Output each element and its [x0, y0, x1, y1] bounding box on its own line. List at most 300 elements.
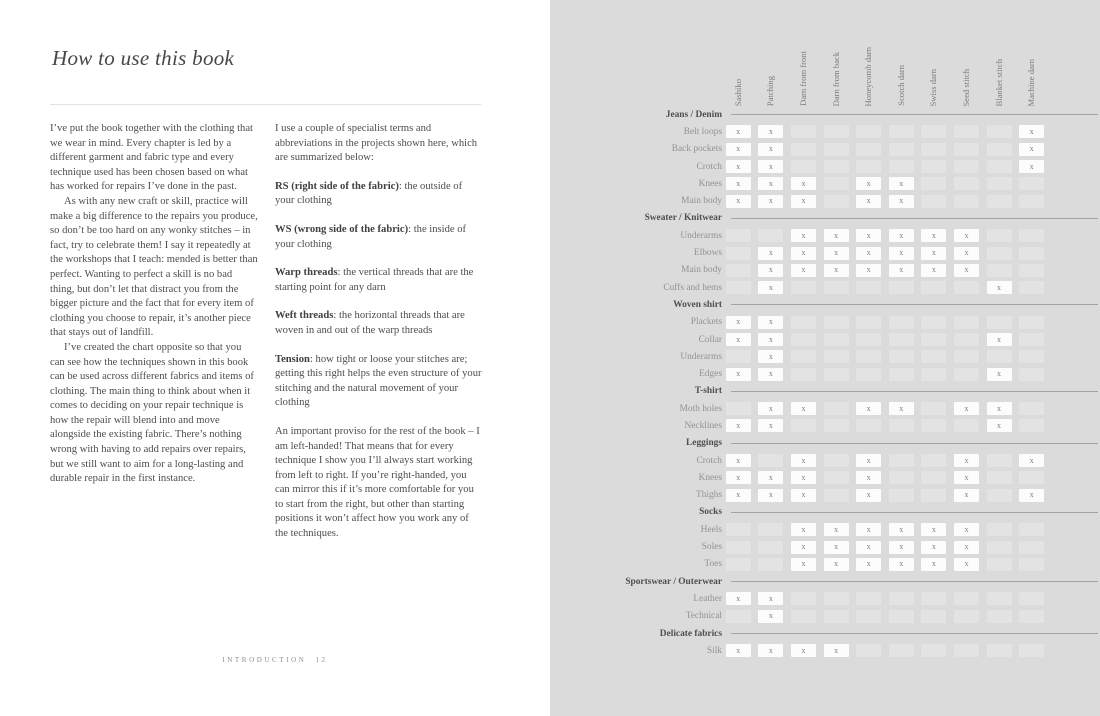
table-cell	[1019, 523, 1044, 536]
cell-slot	[983, 541, 1016, 554]
table-cell-marked: x	[726, 454, 751, 467]
cell-slot	[722, 523, 755, 536]
column-header-label: Patching	[765, 75, 776, 106]
cell-slot	[1015, 489, 1048, 502]
cell-slot	[787, 610, 820, 623]
table-cell	[987, 523, 1012, 536]
repair-techniques-chart	[550, 0, 1100, 660]
table-cell	[1019, 644, 1044, 657]
cell-slot	[820, 247, 853, 260]
cell-slot	[755, 160, 788, 173]
row-label: Main body	[681, 265, 722, 276]
table-cell-marked: x	[791, 264, 816, 277]
table-cell-marked: x	[856, 489, 881, 502]
row-label: Plackets	[690, 317, 722, 328]
table-cell-marked: x	[758, 195, 783, 208]
cell-slot	[722, 316, 755, 329]
cell-slot	[950, 247, 983, 260]
table-cell	[889, 471, 914, 484]
table-cell	[824, 368, 849, 381]
table-cell-marked: x	[889, 247, 914, 260]
cell-slot	[1015, 333, 1048, 346]
cell-slot	[852, 523, 885, 536]
table-cell-marked: x	[824, 264, 849, 277]
table-row	[550, 227, 1100, 244]
category-label: Sportswear / Outerwear	[625, 576, 722, 587]
title-rule	[50, 104, 481, 105]
cell-slot	[983, 419, 1016, 432]
cell-slot	[885, 350, 918, 363]
table-cell	[726, 281, 751, 294]
cell-slot	[983, 229, 1016, 242]
category-row	[550, 383, 1100, 400]
column-header	[787, 0, 820, 106]
table-row	[550, 400, 1100, 417]
cell-slot	[722, 143, 755, 156]
column-header-label: Blanket stitch	[993, 58, 1004, 106]
table-cell	[856, 350, 881, 363]
category-row	[550, 504, 1100, 521]
row-label: Leather	[693, 593, 722, 604]
cell-slot	[852, 195, 885, 208]
cell-slot	[918, 558, 951, 571]
row-label: Elbows	[693, 248, 722, 259]
cell-slot	[918, 333, 951, 346]
cell-slot	[1015, 177, 1048, 190]
table-cell-marked: x	[758, 177, 783, 190]
table-cell-marked: x	[758, 247, 783, 260]
cell-slot	[755, 143, 788, 156]
table-cell	[1019, 195, 1044, 208]
table-cell	[856, 125, 881, 138]
table-cell-marked: x	[791, 454, 816, 467]
table-cell	[889, 316, 914, 329]
cell-slot	[885, 333, 918, 346]
cell-slot	[820, 264, 853, 277]
table-cell-marked: x	[889, 177, 914, 190]
table-cell	[889, 333, 914, 346]
table-cell	[889, 281, 914, 294]
table-cell	[824, 454, 849, 467]
cell-slot	[983, 471, 1016, 484]
cell-slot	[852, 247, 885, 260]
category-rule	[731, 443, 1098, 444]
table-cell	[856, 316, 881, 329]
table-cell-marked: x	[856, 229, 881, 242]
cell-slot	[1015, 471, 1048, 484]
table-cell	[856, 644, 881, 657]
table-row	[550, 538, 1100, 555]
table-cell-marked: x	[791, 541, 816, 554]
table-cell-marked: x	[758, 281, 783, 294]
table-cell	[954, 316, 979, 329]
table-cell	[856, 160, 881, 173]
cell-slot	[1015, 247, 1048, 260]
table-cell	[726, 350, 751, 363]
row-label: Collar	[698, 334, 722, 345]
table-cell-marked: x	[1019, 143, 1044, 156]
table-cell-marked: x	[726, 143, 751, 156]
table-row	[550, 244, 1100, 261]
cell-slot	[950, 402, 983, 415]
row-label: Necklines	[684, 420, 722, 431]
cell-slot	[918, 454, 951, 467]
column-header-label: Honeycomb darn	[863, 46, 874, 106]
row-label: Technical	[685, 611, 722, 622]
column-header	[722, 0, 755, 106]
table-cell	[921, 592, 946, 605]
cell-slot	[787, 281, 820, 294]
table-cell-marked: x	[726, 333, 751, 346]
cell-slot	[722, 419, 755, 432]
table-cell	[791, 333, 816, 346]
category-rule	[731, 581, 1098, 582]
cell-slot	[722, 177, 755, 190]
table-cell	[791, 592, 816, 605]
table-row	[550, 158, 1100, 175]
cell-slot	[787, 644, 820, 657]
table-cell	[987, 125, 1012, 138]
table-cell-marked: x	[758, 368, 783, 381]
table-cell	[921, 316, 946, 329]
table-cell-marked: x	[726, 644, 751, 657]
table-cell-marked: x	[758, 333, 783, 346]
cell-slot	[755, 177, 788, 190]
cell-slot	[1015, 454, 1048, 467]
table-cell	[921, 177, 946, 190]
table-cell	[791, 368, 816, 381]
cell-slot	[918, 125, 951, 138]
category-row	[550, 435, 1100, 452]
cell-slot	[1015, 160, 1048, 173]
glossary-paragraph: WS (wrong side of the fabric): the inside of your clothing	[275, 223, 467, 250]
cell-slot	[950, 558, 983, 571]
table-cell-marked: x	[726, 195, 751, 208]
table-cell-marked: x	[824, 229, 849, 242]
row-label: Crotch	[696, 161, 722, 172]
cell-slot	[983, 610, 1016, 623]
table-cell	[1019, 350, 1044, 363]
table-cell	[824, 195, 849, 208]
table-cell	[791, 143, 816, 156]
cell-slot	[820, 454, 853, 467]
cell-slot	[755, 489, 788, 502]
cell-slot	[755, 333, 788, 346]
table-cell-marked: x	[954, 454, 979, 467]
table-row	[550, 279, 1100, 296]
cell-slot	[885, 368, 918, 381]
cell-slot	[950, 610, 983, 623]
cell-slot	[852, 592, 885, 605]
table-cell	[954, 610, 979, 623]
table-cell	[987, 229, 1012, 242]
table-row	[550, 608, 1100, 625]
cell-slot	[950, 143, 983, 156]
cell-slot	[885, 644, 918, 657]
cell-slot	[1015, 350, 1048, 363]
cell-slot	[1015, 610, 1048, 623]
table-cell	[954, 281, 979, 294]
table-cell	[954, 177, 979, 190]
cell-slot	[983, 143, 1016, 156]
table-cell	[889, 368, 914, 381]
cell-slot	[722, 229, 755, 242]
table-cell	[987, 264, 1012, 277]
cell-slot	[722, 350, 755, 363]
category-row	[550, 106, 1100, 123]
table-cell	[791, 281, 816, 294]
column-header	[755, 0, 788, 106]
cell-slot	[885, 143, 918, 156]
cell-slot	[820, 644, 853, 657]
table-cell-marked: x	[791, 471, 816, 484]
row-label: Back pockets	[671, 144, 722, 155]
table-cell-marked: x	[726, 471, 751, 484]
row-label: Cuffs and hems	[663, 282, 722, 293]
cell-slot	[755, 541, 788, 554]
table-cell	[921, 350, 946, 363]
table-cell	[987, 247, 1012, 260]
cell-slot	[755, 247, 788, 260]
row-label: Toes	[704, 559, 722, 570]
table-cell-marked: x	[954, 247, 979, 260]
column-header	[950, 0, 983, 106]
table-cell	[954, 419, 979, 432]
cell-slot	[950, 368, 983, 381]
cell-slot	[885, 125, 918, 138]
table-cell-marked: x	[726, 160, 751, 173]
cell-slot	[983, 592, 1016, 605]
cell-slot	[755, 195, 788, 208]
cell-slot	[787, 350, 820, 363]
cell-slot	[722, 402, 755, 415]
table-row	[550, 348, 1100, 365]
table-cell	[758, 558, 783, 571]
table-cell-marked: x	[791, 644, 816, 657]
table-cell	[1019, 333, 1044, 346]
cell-slot	[722, 368, 755, 381]
table-cell-marked: x	[758, 471, 783, 484]
table-cell-marked: x	[758, 644, 783, 657]
table-cell-marked: x	[856, 454, 881, 467]
table-cell-marked: x	[856, 558, 881, 571]
table-cell	[726, 247, 751, 260]
table-row	[550, 521, 1100, 538]
table-cell	[987, 558, 1012, 571]
table-cell-marked: x	[954, 264, 979, 277]
glossary-paragraph-term: Weft threads	[275, 310, 334, 322]
cell-slot	[885, 160, 918, 173]
cell-slot	[755, 368, 788, 381]
cell-slot	[820, 558, 853, 571]
cell-slot	[820, 489, 853, 502]
cell-slot	[885, 247, 918, 260]
category-label: Jeans / Denim	[665, 109, 722, 120]
cell-slot	[918, 281, 951, 294]
cell-slot	[787, 247, 820, 260]
table-cell	[889, 610, 914, 623]
table-cell-marked: x	[726, 592, 751, 605]
cell-slot	[885, 281, 918, 294]
text-column-2	[275, 122, 483, 556]
cell-slot	[852, 402, 885, 415]
cell-slot	[885, 419, 918, 432]
cell-slot	[1015, 419, 1048, 432]
column-header-label: Scotch darn	[895, 65, 906, 106]
table-row	[550, 452, 1100, 469]
table-cell	[824, 160, 849, 173]
table-cell	[921, 489, 946, 502]
table-cell-marked: x	[758, 143, 783, 156]
cell-slot	[1015, 558, 1048, 571]
table-cell	[758, 229, 783, 242]
table-row	[550, 141, 1100, 158]
cell-slot	[983, 489, 1016, 502]
table-cell	[987, 454, 1012, 467]
table-cell-marked: x	[889, 558, 914, 571]
table-cell	[921, 143, 946, 156]
column-header-label: Sashiko	[732, 78, 743, 106]
cell-slot	[787, 523, 820, 536]
table-cell	[824, 489, 849, 502]
table-cell	[1019, 316, 1044, 329]
cell-slot	[950, 177, 983, 190]
table-cell-marked: x	[758, 489, 783, 502]
table-cell	[954, 195, 979, 208]
cell-slot	[950, 471, 983, 484]
cell-slot	[885, 229, 918, 242]
cell-slot	[1015, 523, 1048, 536]
cell-slot	[918, 541, 951, 554]
table-cell	[824, 143, 849, 156]
category-rule	[731, 512, 1098, 513]
cell-slot	[950, 264, 983, 277]
table-row	[550, 314, 1100, 331]
table-cell	[889, 350, 914, 363]
page-footer	[0, 656, 550, 664]
table-cell-marked: x	[987, 402, 1012, 415]
table-cell-marked: x	[1019, 489, 1044, 502]
cell-slot	[950, 489, 983, 502]
cell-slot	[950, 125, 983, 138]
table-cell-marked: x	[758, 264, 783, 277]
glossary-paragraph-term: Warp threads	[275, 267, 338, 279]
cell-slot	[983, 264, 1016, 277]
cell-slot	[820, 350, 853, 363]
cell-slot	[918, 195, 951, 208]
header-spacer	[550, 0, 722, 106]
table-cell	[921, 419, 946, 432]
cell-slot	[820, 523, 853, 536]
table-cell	[889, 419, 914, 432]
cell-slot	[983, 402, 1016, 415]
cell-slot	[787, 558, 820, 571]
cell-slot	[983, 350, 1016, 363]
cell-slot	[1015, 143, 1048, 156]
category-row	[550, 210, 1100, 227]
table-cell	[987, 471, 1012, 484]
table-cell	[726, 264, 751, 277]
column-header-label: Darn from back	[830, 51, 841, 106]
glossary-paragraph: An important proviso for the rest of the book – I am left-handed! That means that for every technique I show you I’ll always start working from left to right. If you’re right-handed, you can mirror this if it’s more comfortable for you to start from the right, but other than starting positions it won’t affect how you work any of the techniques.	[275, 425, 480, 540]
body-paragraph: As with any new craft or skill, practice will make a big difference to the repairs you produce, so don’t be too hard on any wonky stitches – in fact, try to celebrate them! I say it repeatedly at the workshops that I teach: mended is better than perfect. Wanting to perfect a skill is no bad thing, but don’t let that distract you from the bigger picture and the fact that for every item of clothing you choose to repair, it’s another piece that stays out of landfill.	[50, 195, 258, 339]
table-cell	[791, 316, 816, 329]
table-cell-marked: x	[921, 558, 946, 571]
column-header-label: Darn from front	[797, 51, 808, 106]
table-cell-marked: x	[987, 419, 1012, 432]
cell-slot	[852, 489, 885, 502]
cell-slot	[722, 454, 755, 467]
cell-slot	[918, 264, 951, 277]
table-cell	[791, 610, 816, 623]
cell-slot	[722, 489, 755, 502]
table-cell	[987, 489, 1012, 502]
cell-slot	[755, 592, 788, 605]
row-label: Silk	[706, 645, 722, 656]
table-cell-marked: x	[758, 160, 783, 173]
cell-slot	[1015, 264, 1048, 277]
cell-slot	[918, 247, 951, 260]
cell-slot	[852, 143, 885, 156]
table-cell	[856, 592, 881, 605]
table-cell	[824, 177, 849, 190]
table-cell-marked: x	[791, 177, 816, 190]
table-cell	[889, 489, 914, 502]
cell-slot	[983, 316, 1016, 329]
cell-slot	[787, 229, 820, 242]
table-cell-marked: x	[889, 402, 914, 415]
cell-slot	[1015, 644, 1048, 657]
cell-slot	[918, 610, 951, 623]
text-column-1	[50, 122, 258, 487]
row-label: Knees	[698, 472, 722, 483]
table-cell	[856, 143, 881, 156]
right-page	[550, 0, 1100, 716]
cell-slot	[755, 350, 788, 363]
cell-slot	[820, 610, 853, 623]
cell-slot	[787, 264, 820, 277]
cell-slot	[918, 143, 951, 156]
cell-slot	[722, 281, 755, 294]
cell-slot	[722, 610, 755, 623]
table-cell	[824, 610, 849, 623]
cell-slot	[950, 195, 983, 208]
cell-slot	[820, 419, 853, 432]
cell-slot	[820, 316, 853, 329]
cell-slot	[820, 177, 853, 190]
cell-slot	[787, 419, 820, 432]
table-cell-marked: x	[921, 523, 946, 536]
table-cell	[1019, 177, 1044, 190]
table-cell-marked: x	[758, 419, 783, 432]
body-paragraph: I’ve put the book together with the clothing that we wear in mind. Every chapter is led by a different garment and fabric type and every technique used has been chosen based on what has worked for repairs I’ve done in the past.	[50, 123, 253, 193]
cell-slot	[918, 316, 951, 329]
cell-slot	[852, 281, 885, 294]
cell-slot	[1015, 125, 1048, 138]
table-cell	[758, 523, 783, 536]
cell-slot	[787, 125, 820, 138]
cell-slot	[787, 195, 820, 208]
column-header	[983, 0, 1016, 106]
table-cell	[856, 281, 881, 294]
table-cell	[856, 610, 881, 623]
table-cell-marked: x	[856, 195, 881, 208]
cell-slot	[950, 541, 983, 554]
cell-slot	[852, 160, 885, 173]
table-cell-marked: x	[987, 281, 1012, 294]
table-row	[550, 469, 1100, 486]
cell-slot	[820, 195, 853, 208]
